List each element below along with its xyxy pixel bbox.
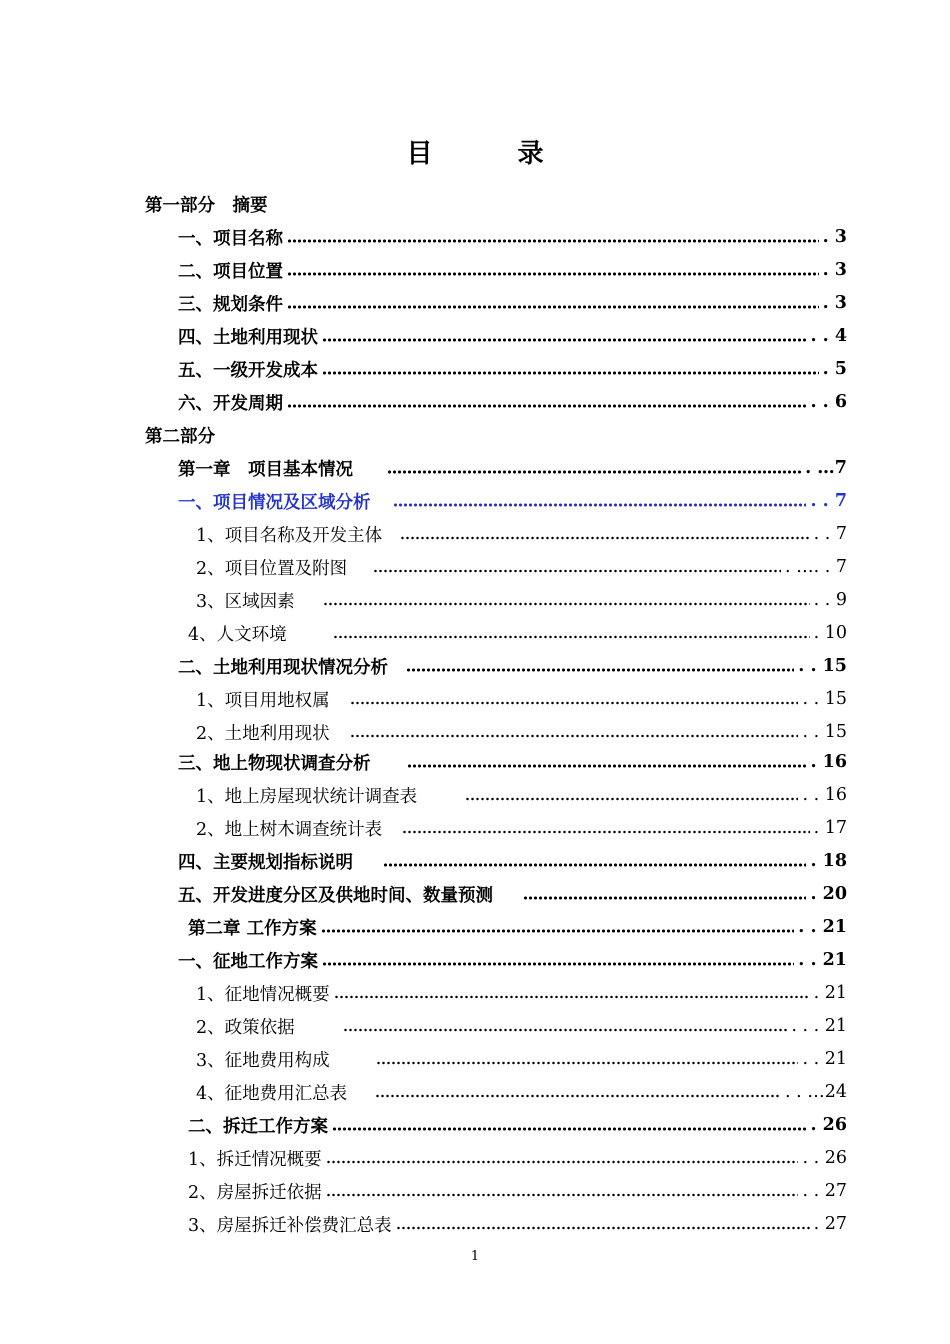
toc-entry-label: 二、土地利用现状情况分析 — [178, 657, 388, 678]
dot-leader — [350, 701, 799, 705]
dot-leader — [387, 470, 801, 474]
dot-leader — [523, 896, 806, 900]
toc-entry-label: 第二章 工作方案 — [188, 918, 317, 939]
toc-entry-page: . . . 21 — [791, 1016, 847, 1036]
toc-entry[interactable] — [196, 519, 847, 549]
toc-entry[interactable] — [178, 222, 847, 252]
toc-entry-page: . 21 — [813, 983, 847, 1003]
toc-entry[interactable] — [196, 978, 847, 1008]
toc-entry[interactable] — [196, 1044, 847, 1074]
toc-entry[interactable] — [178, 387, 847, 417]
toc-entry-page: . . 16 — [802, 785, 847, 805]
toc-entry[interactable] — [196, 813, 847, 843]
toc-entry[interactable] — [196, 1077, 847, 1107]
toc-entry-label: 四、主要规划指标说明 — [178, 852, 353, 873]
toc-entry-page: . 5 — [822, 359, 847, 379]
toc-entry-page: . 17 — [813, 818, 847, 838]
toc-entry[interactable] — [145, 420, 215, 450]
toc-entry-label: 一、项目名称 — [178, 228, 283, 249]
toc-entry-page: . . 4 — [810, 326, 847, 346]
dot-leader — [322, 962, 794, 966]
toc-entry-page: . 26 — [810, 1115, 847, 1135]
dot-leader — [322, 371, 819, 375]
toc-entry[interactable] — [188, 618, 847, 648]
toc-entry-label: 五、开发进度分区及供地时间、数量预测 — [178, 885, 493, 906]
toc-entry-label: 五、一级开发成本 — [178, 360, 318, 381]
toc-entry-label: 3、征地费用构成 — [196, 1050, 330, 1071]
toc-entry[interactable] — [178, 354, 847, 384]
toc-entry-label: 4、人文环境 — [188, 624, 287, 645]
toc-entry[interactable] — [178, 846, 847, 876]
toc-entry-label: 1、征地情况概要 — [196, 984, 330, 1005]
toc-entry-page: . . 21 — [798, 950, 847, 970]
toc-entry-label: 1、地上房屋现状统计调查表 — [196, 786, 418, 807]
toc-entry-page: . 3 — [822, 293, 847, 313]
toc-entry-page: . . 7 — [813, 524, 847, 544]
toc-entry-label: 第二部分 — [145, 426, 215, 447]
dot-leader — [323, 602, 810, 606]
toc-entry-label: 六、开发周期 — [178, 393, 283, 414]
toc-entry-label: 4、征地费用汇总表 — [196, 1083, 348, 1104]
toc-entry-page: . 18 — [810, 851, 847, 871]
toc-entry-label: 二、项目位置 — [178, 261, 283, 282]
toc-entry[interactable] — [178, 747, 847, 777]
toc-entry[interactable] — [188, 1209, 847, 1239]
toc-entry[interactable] — [178, 879, 847, 909]
dot-leader — [326, 1160, 799, 1164]
toc-entry-label: 一、项目情况及区域分析 — [178, 492, 371, 513]
dot-leader — [373, 569, 781, 573]
toc-entry[interactable] — [178, 651, 847, 681]
toc-entry-page: . . 6 — [810, 392, 847, 412]
toc-entry[interactable] — [196, 585, 847, 615]
toc-entry-label: 2、地上树木调查统计表 — [196, 819, 383, 840]
toc-entry[interactable] — [178, 945, 847, 975]
toc-entry-label: 1、项目名称及开发主体 — [196, 525, 383, 546]
dot-leader — [402, 830, 809, 834]
toc-entry-page: . 20 — [810, 884, 847, 904]
toc-entry-label: 二、拆迁工作方案 — [188, 1116, 328, 1137]
dot-leader — [333, 635, 810, 639]
toc-entry-page: . . …24 — [784, 1082, 847, 1102]
toc-entry-page: . . 26 — [802, 1148, 847, 1168]
toc-entry-page: . 16 — [810, 752, 847, 772]
dot-leader — [322, 338, 806, 342]
toc-entry[interactable] — [188, 912, 847, 942]
toc-entry-page: . . 15 — [798, 656, 847, 676]
toc-entry-label: 2、政策依据 — [196, 1017, 295, 1038]
toc-entry-page: . 10 — [813, 623, 847, 643]
dot-leader — [321, 929, 795, 933]
dot-leader — [393, 503, 807, 507]
toc-entry-label: 1、项目用地权属 — [196, 690, 330, 711]
toc-entry-label: 三、地上物现状调查分析 — [178, 753, 371, 774]
toc-entry[interactable] — [145, 189, 268, 219]
toc-entry-label: 三、规划条件 — [178, 294, 283, 315]
toc-entry[interactable] — [196, 780, 847, 810]
toc-title: 目 录 — [406, 139, 582, 169]
dot-leader — [287, 404, 806, 408]
dot-leader — [407, 764, 807, 768]
dot-leader — [400, 536, 809, 540]
dot-leader — [465, 797, 798, 801]
dot-leader — [350, 734, 799, 738]
dot-leader — [376, 1061, 799, 1065]
toc-entry-label: 一、征地工作方案 — [178, 951, 318, 972]
dot-leader — [396, 1226, 810, 1230]
dot-leader — [287, 305, 819, 309]
toc-entry-label: 第一章 项目基本情况 — [178, 459, 353, 480]
toc-entry-label: 四、土地利用现状 — [178, 327, 318, 348]
toc-entry[interactable] — [178, 255, 847, 285]
dot-leader — [406, 668, 794, 672]
dot-leader — [332, 1127, 806, 1131]
toc-entry-label: 3、区域因素 — [196, 591, 295, 612]
toc-entry[interactable] — [188, 1143, 847, 1173]
page-number-footer: 1 — [470, 1249, 480, 1264]
toc-entry[interactable] — [178, 486, 847, 516]
toc-entry[interactable] — [188, 1110, 847, 1140]
toc-entry[interactable] — [196, 684, 847, 714]
toc-entry[interactable] — [178, 321, 847, 351]
toc-entry[interactable] — [178, 288, 847, 318]
dot-leader — [287, 272, 819, 276]
toc-entry[interactable] — [196, 717, 847, 747]
toc-entry-label: 3、房屋拆迁补偿费汇总表 — [188, 1215, 392, 1236]
toc-entry-page: . . 21 — [798, 917, 847, 937]
toc-entry[interactable] — [178, 453, 847, 483]
dot-leader — [383, 863, 806, 867]
toc-entry-label: 2、土地利用现状 — [196, 723, 330, 744]
toc-entry-label: 1、拆迁情况概要 — [188, 1149, 322, 1170]
toc-entry-page: . . 27 — [802, 1181, 847, 1201]
toc-entry-page: . . 21 — [802, 1049, 847, 1069]
toc-entry-page: . . 15 — [802, 722, 847, 742]
dot-leader — [343, 1028, 788, 1032]
toc-entry-label: 第一部分 摘要 — [145, 195, 268, 216]
toc-entry-page: . . 9 — [813, 590, 847, 610]
toc-entry-page: . 3 — [822, 227, 847, 247]
dot-leader — [326, 1193, 799, 1197]
toc-entry-page: . …. . 7 — [784, 557, 847, 577]
toc-entry-page: . …7 — [805, 458, 847, 478]
dot-leader — [334, 995, 810, 999]
toc-entry[interactable] — [188, 1176, 847, 1206]
toc-entry-page: . . 7 — [810, 491, 847, 511]
toc-entry[interactable] — [196, 1011, 847, 1041]
toc-entry-page: . 3 — [822, 260, 847, 280]
toc-entry-page: . . 15 — [802, 689, 847, 709]
toc-entry-label: 2、项目位置及附图 — [196, 558, 348, 579]
toc-entry-page: . 27 — [813, 1214, 847, 1234]
toc-entry[interactable] — [196, 552, 847, 582]
dot-leader — [375, 1094, 781, 1098]
dot-leader — [287, 239, 819, 243]
toc-entry-label: 2、房屋拆迁依据 — [188, 1182, 322, 1203]
